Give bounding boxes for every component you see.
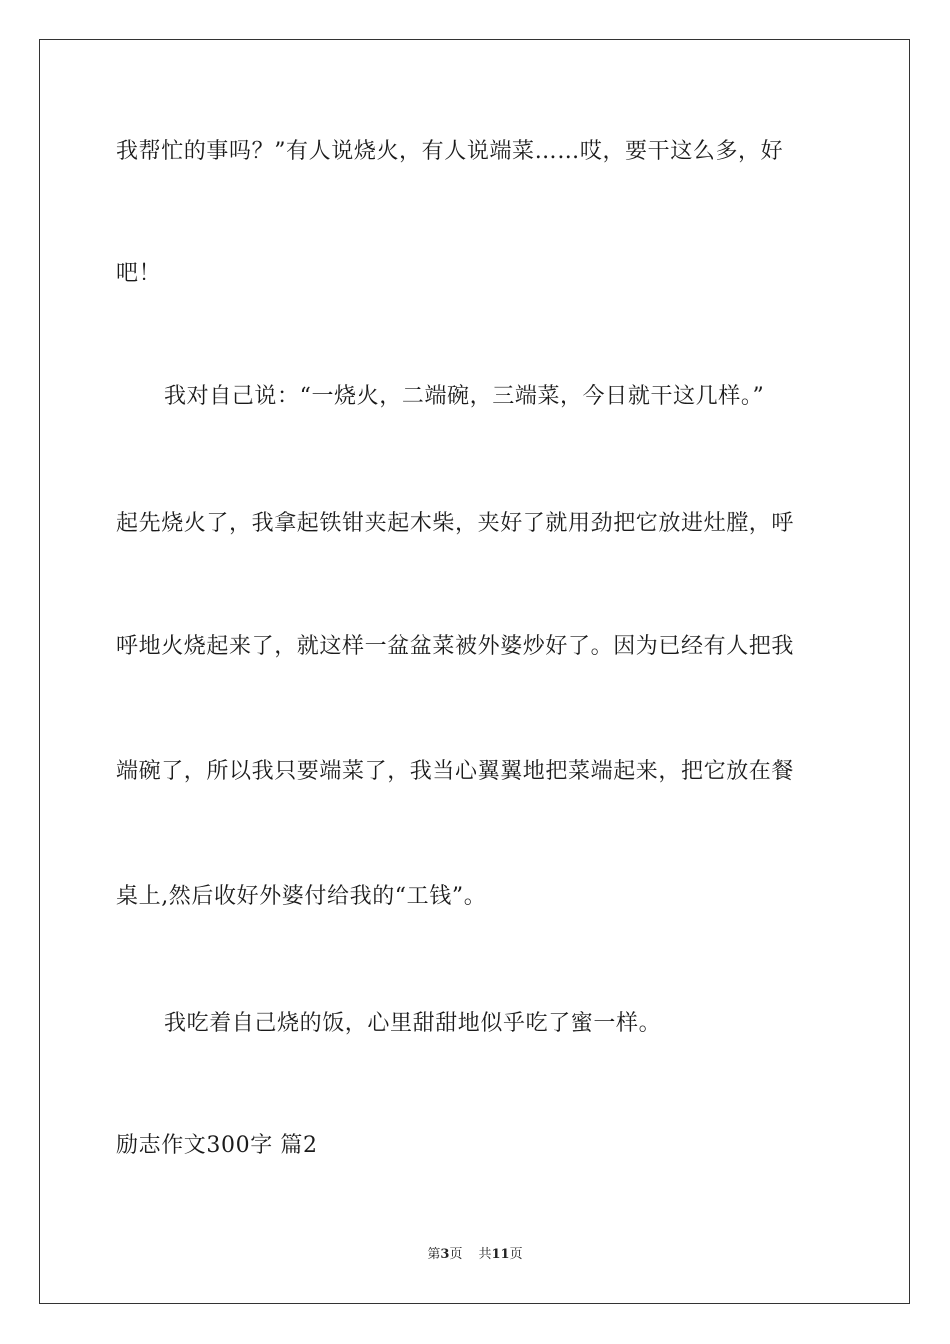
paragraph-line: 端碗了，所以我只要端菜了，我当心翼翼地把菜端起来，把它放在餐 xyxy=(116,759,795,784)
paragraph-line: 我对自己说：“一烧火，二端碗，三端菜，今日就干这几样。” xyxy=(164,384,765,409)
total-prefix: 共 xyxy=(478,1247,492,1262)
paragraph-line: 我帮忙的事吗？”有人说烧火，有人说端菜……哎，要干这么多，好 xyxy=(116,139,784,164)
page-prefix: 第 xyxy=(427,1247,441,1262)
paragraph-line: 吧！ xyxy=(116,261,162,286)
page-suffix: 页 xyxy=(449,1247,463,1262)
paragraph-line: 呼地火烧起来了，就这样一盆盆菜被外婆炒好了。因为已经有人把我 xyxy=(116,634,795,659)
page-number: 3 xyxy=(440,1247,450,1262)
paragraph-line: 起先烧火了，我拿起铁钳夹起木柴，夹好了就用劲把它放进灶膛，呼 xyxy=(116,511,795,536)
paragraph-line: 我吃着自己烧的饭，心里甜甜地似乎吃了蜜一样。 xyxy=(164,1011,662,1036)
page-border xyxy=(39,39,910,1304)
page-footer xyxy=(0,1246,950,1264)
total-suffix: 页 xyxy=(509,1247,523,1262)
total-pages: 11 xyxy=(491,1247,510,1262)
section-heading: 励志作文300字 篇2 xyxy=(116,1133,318,1158)
paragraph-line: 桌上,然后收好外婆付给我的“工钱”。 xyxy=(116,884,487,909)
